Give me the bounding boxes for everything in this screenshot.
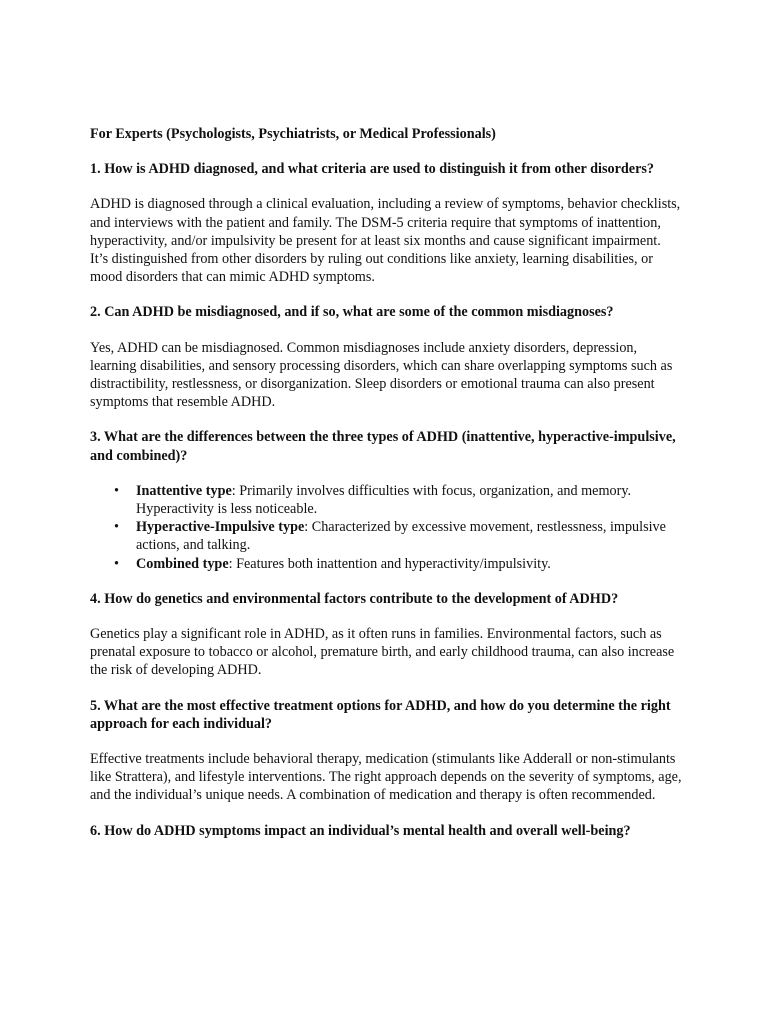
document-heading: For Experts (Psychologists, Psychiatrists, or Medical Professionals) [90, 126, 496, 142]
adhd-types-list [90, 482, 682, 573]
list-item-combined [114, 555, 682, 573]
answer-1: ADHD is diagnosed through a clinical evaluation, including a review of symptoms, behavior checklists, and interviews with the patient and family. The DSM-5 criteria require that symptoms of inattention, hyperactivity, and/or impulsivity be present for at least six months and cause significant impairment. It’s distinguished from other disorders by ruling out conditions like anxiety, learning disabilities, or mood disorders that can mimic ADHD symptoms. [90, 196, 681, 286]
type-name: Hyperactive-Impulsive type [136, 519, 305, 536]
question-6: 6. How do ADHD symptoms impact an individual’s mental health and overall well-being? [90, 822, 631, 839]
list-item-hyperactive-impulsive [114, 518, 682, 554]
bullet-icon: • [114, 555, 119, 572]
type-description: : Primarily involves difficulties with focus, organization, and memory. Hyperactivity is less noticeable. [136, 482, 632, 518]
answer-4: Genetics play a significant role in ADHD, as it often runs in families. Environmental factors, such as prenatal exposure to tobacco or alcohol, premature birth, and early childhood trauma, can also increase the risk of developing ADHD. [90, 626, 675, 679]
question-2: 2. Can ADHD be misdiagnosed, and if so, what are some of the common misdiagnoses? [90, 304, 614, 321]
type-name: Inattentive type [136, 482, 232, 499]
type-name: Combined type [136, 555, 229, 572]
list-item-inattentive [114, 482, 682, 518]
bullet-icon: • [114, 482, 119, 499]
bullet-icon: • [114, 519, 119, 536]
question-5: 5. What are the most effective treatment options for ADHD, and how do you determine the right approach for each individual? [90, 697, 671, 732]
answer-5: Effective treatments include behavioral therapy, medication (stimulants like Adderall or non-stimulants like Strattera), and lifestyle interventions. The right approach depends on the severity of symptoms, age, and the individual’s unique needs. A combination of medication and therapy is often recommended. [90, 751, 682, 804]
document-page [90, 125, 682, 857]
answer-2: Yes, ADHD can be misdiagnosed. Common misdiagnoses include anxiety disorders, depression, learning disabilities, and sensory processing disorders, which can share overlapping symptoms such as distractibility, restlessness, or disorganization. Sleep disorders or emotional trauma can also present symptoms that resemble ADHD. [90, 339, 673, 411]
question-4: 4. How do genetics and environmental factors contribute to the development of ADHD? [90, 590, 619, 607]
question-3: 3. What are the differences between the three types of ADHD (inattentive, hyperactive-impulsive, and combined)? [90, 429, 676, 464]
type-description: : Features both inattention and hyperactivity/impulsivity. [228, 555, 551, 572]
question-1: 1. How is ADHD diagnosed, and what criteria are used to distinguish it from other disorders? [90, 161, 654, 178]
type-description: : Characterized by excessive movement, restlessness, impulsive actions, and talking. [136, 519, 666, 554]
